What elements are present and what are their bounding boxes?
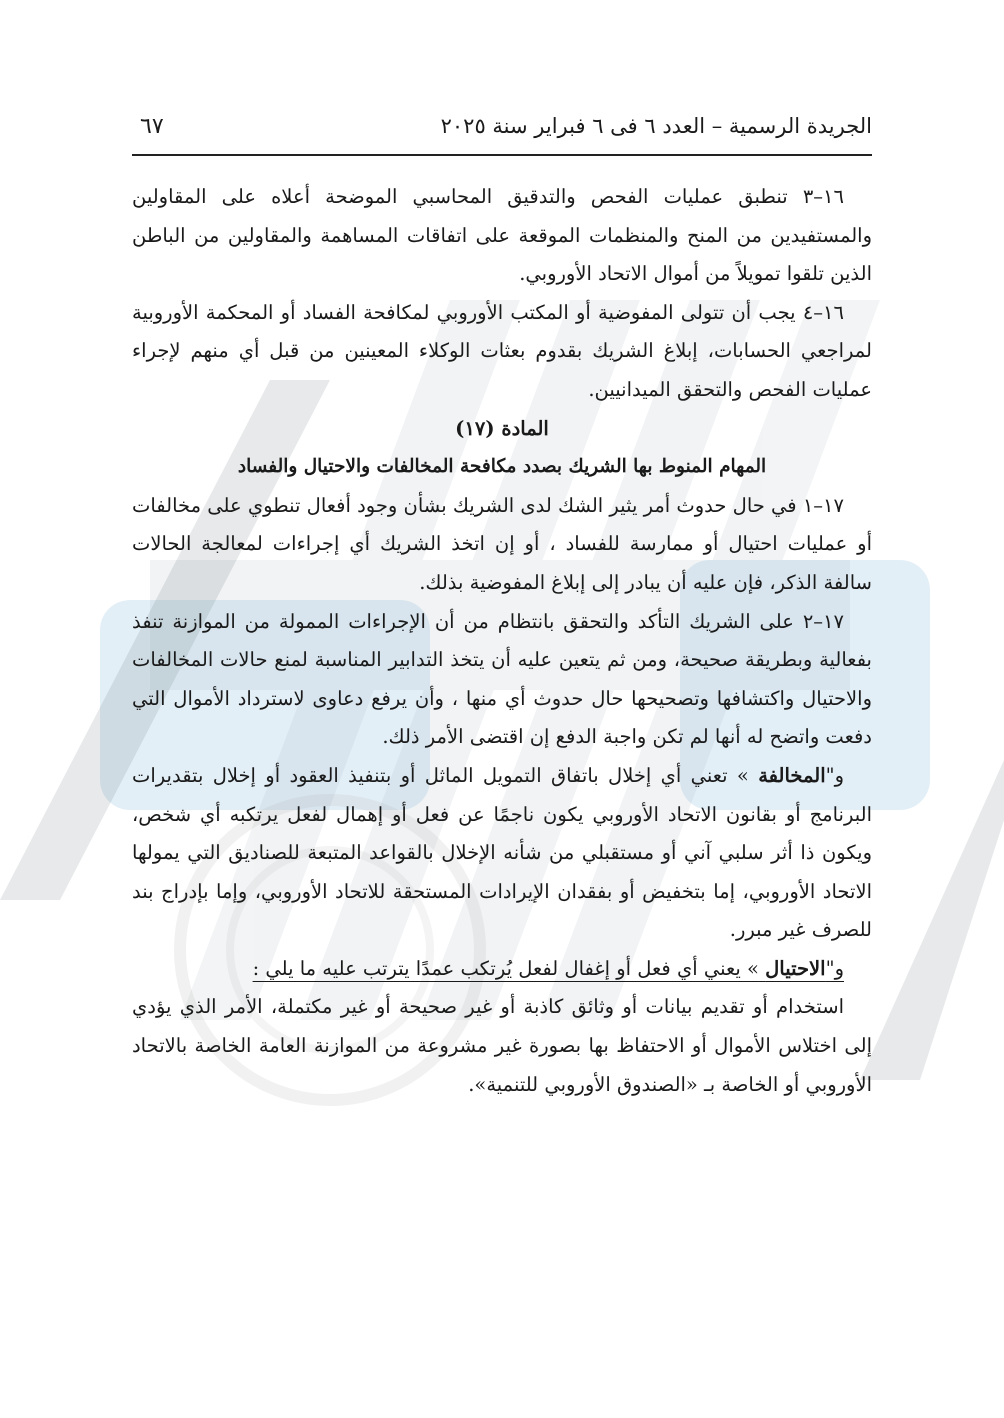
fraud-prefix: و" (825, 956, 844, 980)
gazette-title: الجريدة الرسمية – العدد ٦ فى ٦ فبراير سنة ٢٠٢٥ (440, 114, 872, 138)
definition-fraud (132, 950, 872, 989)
article-subtitle: المهام المنوط بها الشريك بصدد مكافحة المخالفات والاحتيال والفساد (237, 456, 767, 478)
page-content (132, 178, 872, 1104)
fraud-term: الاحتيال (765, 956, 826, 980)
page-number: ٦٧ (140, 114, 164, 139)
definition-irregularity (132, 757, 872, 950)
paragraph-16-3: ١٦–٣ تنطبق عمليات الفحص والتدقيق المحاسبي الموضحة أعلاه على المقاولين والمستفيدين من المنح والمنظمات الموقعة على اتفاقات المساهمة والمقاولين من الباطن الذين تلقوا تمويلاً من أموال الاتحاد الأوروبي. (132, 185, 872, 286)
article-title: المادة (١٧) (455, 416, 549, 440)
page-header (132, 110, 872, 156)
fraud-detail: استخدام أو تقديم بيانات أو وثائق كاذبة أو غير صحيحة أو غير مكتملة، الأمر الذي يؤدي إلى اختلاس الأموال أو الاحتفاظ بها بصورة غير مشروعة من الموازنة العامة الخاصة بالاتحاد الأوروبي أو الخاصة بـ «الصندوق الأوروبي للتنمية». (132, 995, 872, 1096)
paragraph-16-4: ١٦–٤ يجب أن تتولى المفوضية أو المكتب الأوروبي لمكافحة الفساد أو المحكمة الأوروبية لمراجعي الحسابات، إبلاغ الشريك بقدوم بعثات الوكلاء المعينين من قبل أي منهم لإجراء عمليات الفحص والتحقق الميدانيين. (132, 300, 872, 401)
paragraph-17-1: ١٧–١ في حال حدوث أمر يثير الشك لدى الشريك بشأن وجود أفعال تنطوي على مخالفات أو عمليات احتيال أو ممارسة للفساد ، أو إن اتخذ الشريك أي إجراءات لمعالجة الحالات سالفة الذكر، فإن عليه أن يبادر إلى إبلاغ المفوضية بذلك. (132, 493, 872, 594)
irregularity-prefix: و" (825, 763, 844, 787)
paragraph-17-2: ١٧–٢ على الشريك التأكد والتحقق بانتظام من أن الإجراءات الممولة من الموازنة تنفذ بفعالية وبطريقة صحيحة، ومن ثم يتعين عليه أن يتخذ التدابير المناسبة لمنع حالات المخالفات والاحتيال واكتشافها وتصحيحها حال حدوث أي منها ، وأن يرفع دعاوى لاسترداد الأموال التي دفعت واتضح له أنها لم تكن واجبة الدفع إن اقتضى الأمر ذلك. (132, 609, 872, 749)
irregularity-term: المخالفة (758, 763, 826, 787)
fraud-text: » يعني أي فعل أو إغفال لفعل يُرتكب عمدًا يترتب عليه ما يلي : (252, 956, 759, 980)
fraud-line (253, 957, 844, 980)
irregularity-text: » تعني أي إخلال باتفاق التمويل الماثل أو بتنفيذ العقود أو إخلال بتقديرات البرنامج أو بقانون الاتحاد الأوروبي يكون ناجمًا عن فعل أو إهمال لفعل يرتكبه أي شخص، ويكون ذا أثر سلبي آني أو مستقبلي من شأنه الإخلال بالقواعد المتبعة للصناديق التي يمولها الاتحاد الأوروبي، إما بتخفيض أو بفقدان الإيرادات المستحقة للاتحاد الأوروبي، وإما بإدراج بند للصرف غير مبرر. (132, 763, 872, 942)
